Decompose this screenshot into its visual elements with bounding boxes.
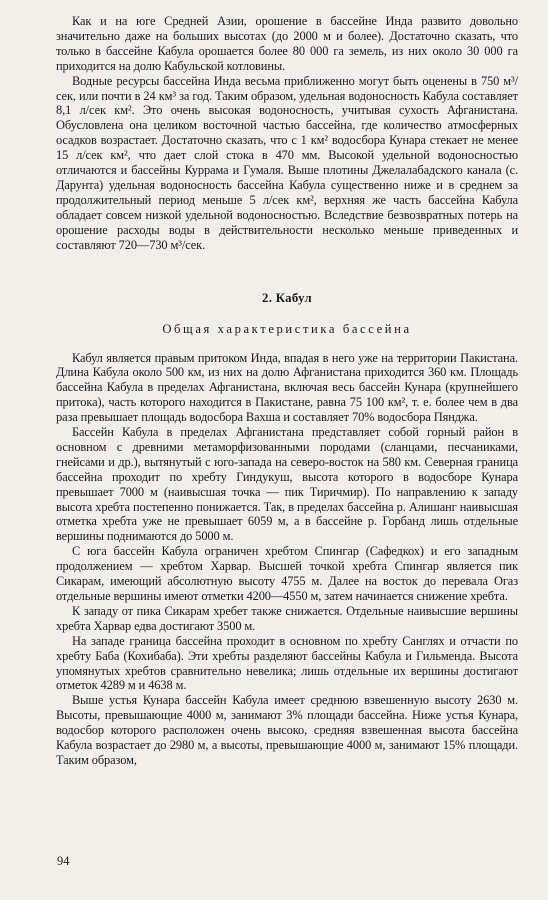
paragraph: К западу от пика Сикарам хребет также снижается. Отдельные наивысшие вершины хребта Харвар едва достигают 3500 м. — [56, 603, 518, 633]
paragraph: С юга бассейн Кабула ограничен хребтом Спингар (Сафедкох) и его западным продолжением — хребтом Харвар. Высшей точкой хребта Спингар является пик Сикарам, имеющий абсолютную высоту 4755 м. Далее на восток до перевала Огаз отдельные вершины имеют отметки 4200—4550 м, затем начинается снижение хребта. — [56, 544, 518, 603]
subsection-heading: Общая характеристика бассейна — [162, 321, 412, 336]
paragraph: Выше устья Кунара бассейн Кабула имеет среднюю взвешенную высоту 2630 м. Высоты, превышающие 4000 м, занимают 3% площади бассейна. Ниже устья Кунара, водосбор которого расположен очень высоко, средняя взвешенная высота бассейна Кабула возрастает до 2980 м, а высоты, превышающие 4000 м, занимают 15% площади. Таким образом, — [56, 693, 518, 767]
paragraph: Водные ресурсы бассейна Инда весьма приближенно могут быть оценены в 750 м³/сек, или почти в 24 км³ за год. Таким образом, удельная водоносность Кабула составляет 8,1 л/сек км². Это очень высокая водоносность, учитывая сухость Афганистана. Обусловлена она целиком восточной частью бассейна, где количество атмосферных осадков возрастает. Достаточно сказать, что с 1 км² водосбора Кунара стекает не менее 15 л/сек км², что дает слой стока в 470 мм. Высокой удельной водоносностью отличаются и бассейны Куррама и Гумаля. Выше плотины Джелалабадского канала (с. Дарунта) удельная водоносность бассейна Кабула существенно ниже и в среднем за продолжительный период меньше 5 л/сек км², верхняя же часть бассейна Кабула обладает совсем низкой удельной водоносностью. Вследствие безвозвратных потерь на орошение расходы воды в действительности несколько меньше приведенных и составляют 720—730 м³/сек. — [56, 73, 518, 252]
paragraph: Кабул является правым притоком Инда, впадая в него уже на территории Пакистана. Длина Кабула около 500 км, из них на долю Афганистана приходится 360 км. Площадь бассейна Кабула в пределах Афганистана, включая весь бассейн Кунара (крупнейшего притока), часть которого находится в Пакистане, равна 75 100 км², т. е. более чем в два раза превышает площадь водосбора Вахша и составляет 70% водосбора Пянджа. — [56, 350, 518, 425]
page-number: 94 — [57, 854, 70, 868]
paragraph: Как и на юге Средней Азии, орошение в бассейне Инда развито довольно значительно даже на больших высотах (до 2000 м и более). Достаточно сказать, что только в бассейне Кабула орошается более 80 000 га земель, из них около 30 000 га приходится на долю Кабульской котловины. — [56, 14, 518, 73]
intro-text-block — [56, 14, 518, 253]
main-text-block — [56, 351, 518, 768]
paragraph: Бассейн Кабула в пределах Афганистана представляет собой горный район в основном с древними метаморфизованными породами (сланцами, песчаниками, гнейсами и др.), вытянутый с юго-запада на северо-восток на 580 км. Северная граница бассейна проходит по хребту Гиндукуш, высота которого в водосборе Кунара превышает 7000 м (наивысшая точка — пик Тиричмир). По направлению к западу высота хребта постепенно понижается. Так, в пределах бассейна р. Алишанг наивысшая отметка хребта уже не превышает 6059 м, а в бассейне р. Горбанд лишь отдельные вершины поднимаются до 5000 м. — [56, 425, 518, 544]
section-spacer — [56, 253, 518, 271]
paragraph: На западе граница бассейна проходит в основном по хребту Санглях и отчасти по хребту Баба (Кохибаба). Эти хребты разделяют бассейны Кабула и Гильменда. Высота упомянутых хребтов сравнительно невелика; лишь отдельные их вершины достигают отметок 4289 м и 4638 м. — [56, 633, 518, 693]
section-heading: 2. Кабул — [262, 290, 312, 305]
